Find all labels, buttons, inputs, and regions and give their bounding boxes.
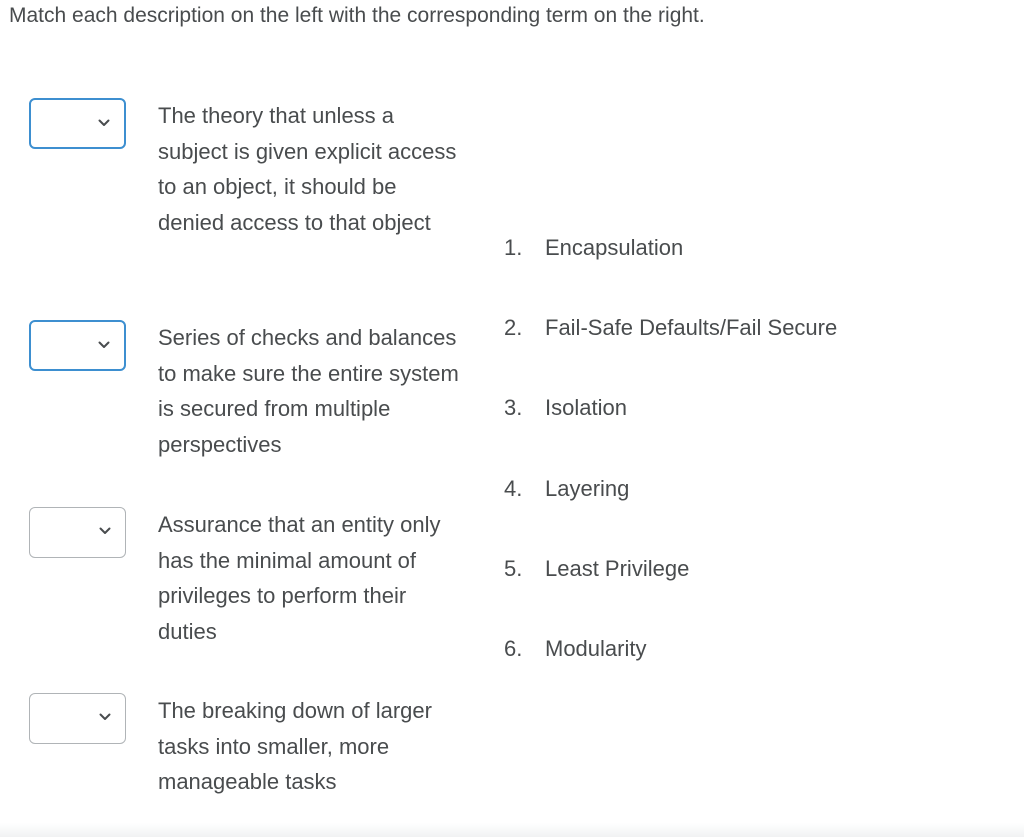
term-label: Fail-Safe Defaults/Fail Secure [545, 315, 838, 340]
term-label: Modularity [545, 636, 647, 661]
term-label: Layering [545, 476, 630, 501]
term-item-3 [504, 395, 627, 421]
term-item-2 [504, 315, 837, 341]
term-item-5 [504, 556, 689, 582]
description-2: Series of checks and balances to make sure the entire system is secured from multiple perspectives [158, 325, 459, 457]
term-item-4 [504, 476, 629, 502]
match-select-3[interactable] [29, 507, 126, 558]
chevron-down-icon [98, 341, 110, 349]
match-select-4[interactable] [29, 693, 126, 744]
bottom-divider [0, 823, 1024, 837]
chevron-down-icon [99, 713, 111, 721]
term-number: 1. [504, 235, 523, 260]
instructions-text: Match each description on the left with the corresponding term on the right. [9, 4, 705, 27]
term-label: Encapsulation [545, 235, 684, 260]
description-4: The breaking down of larger tasks into smaller, more manageable tasks [158, 698, 432, 794]
match-select-1[interactable] [29, 98, 126, 149]
term-label: Isolation [545, 395, 627, 420]
description-3: Assurance that an entity only has the minimal amount of privileges to perform their duties [158, 512, 441, 644]
chevron-down-icon [98, 119, 110, 127]
term-number: 3. [504, 395, 523, 420]
term-label: Least Privilege [545, 556, 690, 581]
term-item-6 [504, 636, 646, 662]
chevron-down-icon [99, 527, 111, 535]
match-select-2[interactable] [29, 320, 126, 371]
term-number: 6. [504, 636, 523, 661]
description-1: The theory that unless a subject is given explicit access to an object, it should be denied access to that object [158, 103, 457, 235]
term-number: 4. [504, 476, 523, 501]
term-number: 5. [504, 556, 523, 581]
term-number: 2. [504, 315, 523, 340]
term-item-1 [504, 235, 683, 261]
